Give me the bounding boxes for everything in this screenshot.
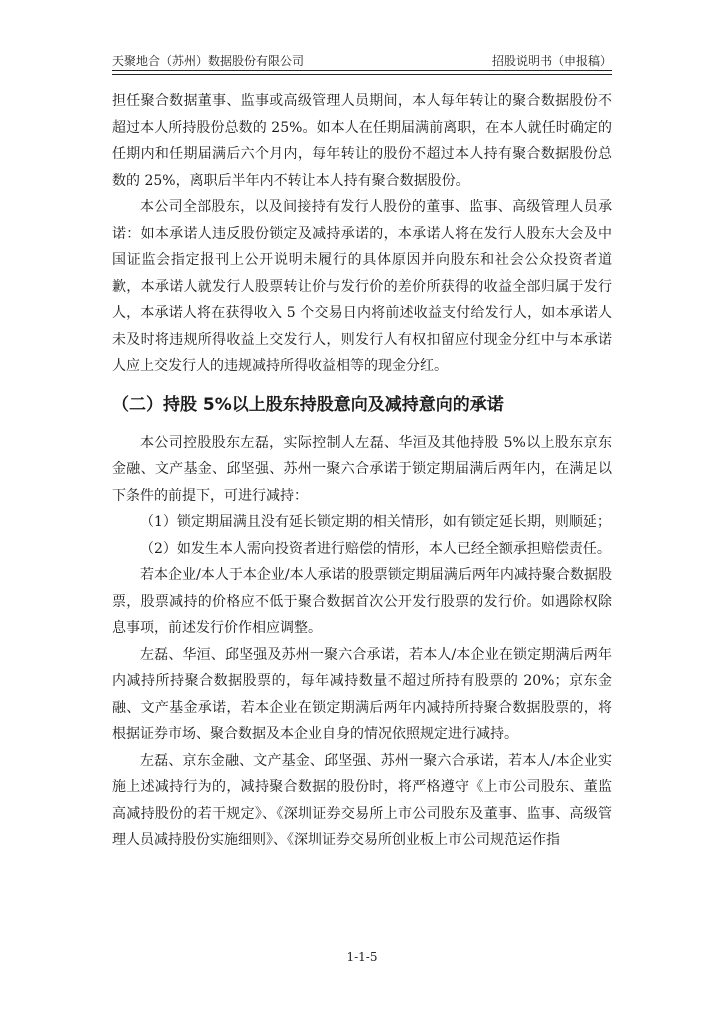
paragraph-rules: 左磊、京东金融、文产基金、邱坚强、苏州一聚六合承诺，若本人/本企业实施上述减持行为的，减持聚合数据的股份时，将严格遵守《上市公司股东、董监高减持股份的若干规定》、《深圳证券交易所上市公司股东及董事、监事、高级管理人员减持股份实施细则》、《深圳证券交易所创业板上市公司规范运作指	[112, 752, 612, 848]
paragraph-price: 若本企业/本人于本企业/本人承诺的股票锁定期届满后两年内减持聚合数据股票，股票减持的价格应不低于聚合数据首次公开发行股票的发行价。如遇除权除息事项，前述发行价作相应调整。	[112, 567, 612, 636]
page-number: 1-1-5	[346, 950, 378, 964]
page-body	[112, 88, 612, 854]
header-rule-thin	[112, 74, 612, 75]
paragraph-quantity: 左磊、华洹、邱坚强及苏州一聚六合承诺，若本人/本企业在锁定期满后两年内减持所持聚合数据股票的，每年减持数量不超过所持有股票的 20%；京东金融、文产基金承诺，若本企业在锁定期满后两年内减持所持聚合数据股票的，将根据证券市场、聚合数据及本企业自身的情况依照规定进行减持。	[112, 646, 612, 742]
section-heading: （二）持股 5%以上股东持股意向及减持意向的承诺	[112, 394, 504, 415]
paragraph-intro: 本公司控股股东左磊，实际控制人左磊、华洹及其他持股 5%以上股东京东金融、文产基金、邱坚强、苏州一聚六合承诺于锁定期届满后两年内，在满足以下条件的前提下，可进行减持：	[112, 434, 612, 504]
list-item-2: （2）如发生本人需向投资者进行赔偿的情形，本人已经全额承担赔偿责任。	[140, 540, 611, 557]
header-doc-type: 招股说明书（申报稿）	[491, 54, 612, 68]
paragraph-continued: 担任聚合数据董事、监事或高级管理人员期间，本人每年转让的聚合数据股份不超过本人所持股份总数的 25%。如本人在任期届满前离职，在本人就任时确定的任期内和任期届满后六个月内，每年转让的股份不超过本人持有聚合数据股份总数的 25%，离职后半年内不转让本人持有聚合数据股份。	[112, 93, 612, 189]
page-header	[112, 50, 612, 72]
header-rule-thick	[112, 70, 612, 71]
list-item-1: （1）锁定期届满且没有延长锁定期的相关情形，如有锁定延长期，则顺延；	[140, 514, 611, 530]
header-company: 天聚地合（苏州）数据股份有限公司	[112, 54, 305, 68]
paragraph-all-shareholders: 本公司全部股东，以及间接持有发行人股份的董事、监事、高级管理人员承诺：如本承诺人违反股份锁定及减持承诺的，本承诺人将在发行人股东大会及中国证监会指定报刊上公开说明未履行的具体原因并向股东和社会公众投资者道歉，本承诺人就发行人股票转让价与发行价的差价所获得的收益全部归属于发行人，本承诺人将在获得收入 5 个交易日内将前述收益支付给发行人，如本承诺人未及时将违规所得收益上交发行人，则发行人有权扣留应付现金分红中与本承诺人应上交发行人的违规减持所得收益相等的现金分红。	[112, 199, 612, 374]
